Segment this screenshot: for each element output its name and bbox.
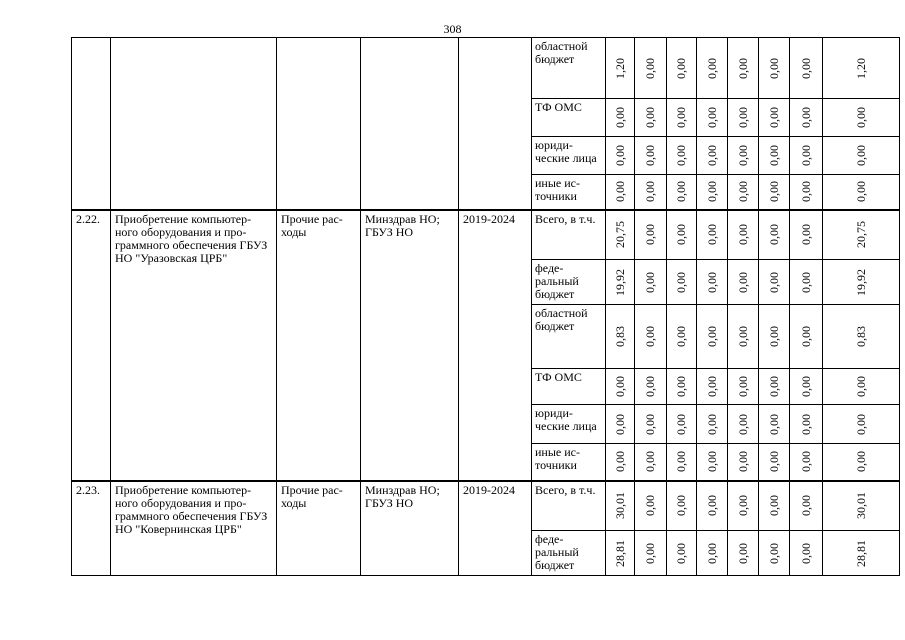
row-index: 2.22. bbox=[72, 210, 111, 481]
amount-value: 0,00 bbox=[704, 57, 719, 79]
amount-value: 0,00 bbox=[704, 451, 719, 473]
amount-cell bbox=[635, 369, 667, 405]
amount-value: 0,00 bbox=[674, 107, 688, 128]
amount-value: 0,00 bbox=[704, 413, 719, 435]
amount-value: 0,00 bbox=[643, 271, 657, 293]
amount-value: 28,81 bbox=[853, 539, 868, 567]
funding-source: юриди-ческие лица bbox=[532, 405, 606, 444]
amount-cell bbox=[823, 369, 900, 405]
amount-value: 28,81 bbox=[612, 539, 627, 567]
amount-value: 0,00 bbox=[643, 326, 657, 347]
amount-cell bbox=[728, 444, 759, 481]
amount-value: 0,00 bbox=[612, 451, 627, 473]
amount-cell bbox=[790, 137, 823, 175]
amount-value: 0,00 bbox=[643, 57, 657, 79]
amount-cell bbox=[790, 305, 823, 369]
period: 2019-2024 bbox=[459, 210, 532, 481]
funding-source: областной бюджет bbox=[532, 305, 606, 369]
amount-value: 0,00 bbox=[798, 181, 813, 203]
amount-cell bbox=[790, 369, 823, 405]
amount-cell bbox=[606, 444, 635, 481]
amount-value: 1,20 bbox=[853, 57, 868, 79]
amount-value: 0,00 bbox=[766, 57, 781, 79]
amount-value: 0,00 bbox=[735, 495, 750, 517]
amount-cell bbox=[667, 260, 697, 305]
budget-table bbox=[71, 37, 900, 576]
amount-value: 0,00 bbox=[643, 495, 657, 517]
amount-value: 0,00 bbox=[853, 107, 868, 128]
amount-cell bbox=[759, 210, 790, 260]
amount-cell bbox=[635, 99, 667, 137]
amount-cell bbox=[697, 38, 728, 99]
executor: Минздрав НО; ГБУЗ НО bbox=[361, 481, 459, 576]
amount-value: 0,00 bbox=[674, 542, 688, 564]
amount-cell bbox=[790, 260, 823, 305]
amount-cell bbox=[728, 481, 759, 531]
amount-cell bbox=[790, 405, 823, 444]
amount-cell bbox=[606, 38, 635, 99]
amount-value: 0,00 bbox=[674, 451, 688, 473]
amount-value: 0,00 bbox=[766, 271, 781, 293]
amount-value: 0,83 bbox=[612, 326, 627, 347]
amount-value: 0,00 bbox=[798, 107, 813, 128]
period: 2019-2024 bbox=[459, 481, 532, 576]
amount-value: 0,00 bbox=[798, 326, 813, 347]
amount-cell bbox=[606, 137, 635, 175]
amount-cell bbox=[606, 369, 635, 405]
amount-cell bbox=[728, 260, 759, 305]
amount-value: 0,00 bbox=[735, 413, 750, 435]
amount-value: 20,75 bbox=[612, 221, 627, 249]
amount-cell bbox=[606, 531, 635, 576]
amount-cell bbox=[697, 137, 728, 175]
amount-cell bbox=[823, 531, 900, 576]
amount-value: 0,00 bbox=[798, 376, 813, 397]
amount-value: 0,00 bbox=[704, 181, 719, 203]
amount-cell bbox=[759, 305, 790, 369]
amount-cell bbox=[635, 444, 667, 481]
amount-cell bbox=[728, 137, 759, 175]
amount-value: 0,00 bbox=[798, 413, 813, 435]
amount-cell bbox=[790, 175, 823, 210]
amount-value: 0,00 bbox=[766, 376, 781, 397]
amount-value: 0,00 bbox=[612, 107, 627, 128]
amount-value: 19,92 bbox=[853, 268, 868, 296]
amount-value: 0,00 bbox=[798, 57, 813, 79]
amount-value: 0,00 bbox=[735, 57, 750, 79]
amount-value: 0,00 bbox=[643, 224, 657, 246]
executor bbox=[361, 38, 459, 210]
amount-cell bbox=[823, 210, 900, 260]
amount-value: 0,00 bbox=[643, 451, 657, 473]
amount-value: 0,00 bbox=[735, 542, 750, 564]
amount-cell bbox=[759, 38, 790, 99]
amount-value: 0,00 bbox=[674, 224, 688, 246]
amount-value: 0,00 bbox=[766, 326, 781, 347]
measure-name: Приобретение компьютер-ного оборудования и про-граммного обеспечения ГБУЗ НО "Ковернинская ЦРБ" bbox=[111, 481, 277, 576]
amount-cell bbox=[697, 481, 728, 531]
amount-cell bbox=[667, 175, 697, 210]
amount-cell bbox=[635, 137, 667, 175]
amount-value: 0,00 bbox=[735, 376, 750, 397]
amount-value: 0,00 bbox=[735, 271, 750, 293]
amount-cell bbox=[823, 137, 900, 175]
amount-value: 30,01 bbox=[612, 492, 627, 520]
amount-cell bbox=[823, 175, 900, 210]
amount-cell bbox=[606, 481, 635, 531]
amount-cell bbox=[823, 38, 900, 99]
amount-value: 0,00 bbox=[612, 376, 627, 397]
amount-cell bbox=[697, 369, 728, 405]
amount-value: 0,00 bbox=[674, 413, 688, 435]
amount-value: 0,00 bbox=[735, 224, 750, 246]
amount-cell bbox=[823, 481, 900, 531]
amount-value: 0,00 bbox=[674, 181, 688, 203]
amount-cell bbox=[759, 99, 790, 137]
amount-cell bbox=[697, 405, 728, 444]
funding-source: ТФ ОМС bbox=[532, 99, 606, 137]
expense-category: Прочие рас-ходы bbox=[277, 210, 361, 481]
amount-cell bbox=[823, 444, 900, 481]
amount-value: 19,92 bbox=[612, 268, 627, 296]
amount-value: 0,00 bbox=[853, 181, 868, 203]
funding-source: феде-ральный бюджет bbox=[532, 531, 606, 576]
amount-value: 0,00 bbox=[704, 542, 719, 564]
amount-value: 0,00 bbox=[766, 107, 781, 128]
amount-cell bbox=[606, 260, 635, 305]
amount-value: 0,00 bbox=[704, 376, 719, 397]
amount-cell bbox=[635, 531, 667, 576]
measure-name bbox=[111, 38, 277, 210]
amount-cell bbox=[606, 99, 635, 137]
amount-value: 0,00 bbox=[766, 145, 781, 166]
amount-cell bbox=[697, 444, 728, 481]
amount-value: 0,00 bbox=[674, 326, 688, 347]
amount-cell bbox=[697, 531, 728, 576]
amount-cell bbox=[606, 405, 635, 444]
amount-value: 20,75 bbox=[853, 221, 868, 249]
funding-source: юриди-ческие лица bbox=[532, 137, 606, 175]
amount-value: 0,00 bbox=[674, 271, 688, 293]
amount-value: 0,00 bbox=[766, 451, 781, 473]
amount-cell bbox=[728, 405, 759, 444]
table-row bbox=[72, 38, 900, 99]
amount-cell bbox=[667, 531, 697, 576]
amount-cell bbox=[728, 99, 759, 137]
amount-value: 0,00 bbox=[853, 413, 868, 435]
amount-cell bbox=[790, 99, 823, 137]
amount-value: 0,00 bbox=[798, 542, 813, 564]
amount-value: 0,00 bbox=[735, 451, 750, 473]
executor: Минздрав НО; ГБУЗ НО bbox=[361, 210, 459, 481]
amount-cell bbox=[823, 405, 900, 444]
amount-cell bbox=[667, 38, 697, 99]
amount-value: 0,00 bbox=[612, 413, 627, 435]
amount-cell bbox=[728, 531, 759, 576]
amount-value: 0,00 bbox=[735, 181, 750, 203]
amount-value: 0,00 bbox=[704, 145, 719, 166]
amount-value: 0,00 bbox=[674, 495, 688, 517]
amount-cell bbox=[790, 531, 823, 576]
amount-value: 0,00 bbox=[853, 376, 868, 397]
funding-source: иные ис-точники bbox=[532, 175, 606, 210]
table-row bbox=[72, 481, 900, 531]
funding-source: Всего, в т.ч. bbox=[532, 210, 606, 260]
amount-value: 0,00 bbox=[853, 451, 868, 473]
expense-category: Прочие рас-ходы bbox=[277, 481, 361, 576]
amount-cell bbox=[667, 99, 697, 137]
amount-value: 0,00 bbox=[643, 107, 657, 128]
amount-cell bbox=[823, 260, 900, 305]
amount-cell bbox=[728, 369, 759, 405]
amount-value: 0,00 bbox=[735, 107, 750, 128]
period bbox=[459, 38, 532, 210]
amount-value: 0,00 bbox=[674, 145, 688, 166]
amount-cell bbox=[728, 38, 759, 99]
amount-cell bbox=[697, 99, 728, 137]
amount-cell bbox=[759, 444, 790, 481]
amount-cell bbox=[635, 260, 667, 305]
amount-cell bbox=[667, 405, 697, 444]
amount-value: 0,00 bbox=[766, 495, 781, 517]
amount-cell bbox=[790, 38, 823, 99]
funding-source: Всего, в т.ч. bbox=[532, 481, 606, 531]
amount-cell bbox=[635, 38, 667, 99]
amount-cell bbox=[635, 175, 667, 210]
amount-value: 1,20 bbox=[612, 57, 627, 79]
amount-cell bbox=[635, 405, 667, 444]
amount-cell bbox=[697, 260, 728, 305]
amount-value: 0,00 bbox=[704, 271, 719, 293]
amount-value: 30,01 bbox=[853, 492, 868, 520]
amount-cell bbox=[759, 137, 790, 175]
amount-value: 0,00 bbox=[798, 224, 813, 246]
amount-value: 0,00 bbox=[643, 181, 657, 203]
amount-cell bbox=[697, 305, 728, 369]
amount-cell bbox=[667, 444, 697, 481]
amount-value: 0,00 bbox=[766, 181, 781, 203]
amount-value: 0,00 bbox=[704, 224, 719, 246]
page-number: 308 bbox=[443, 22, 462, 36]
row-index bbox=[72, 38, 111, 210]
amount-value: 0,00 bbox=[612, 145, 627, 166]
amount-value: 0,00 bbox=[612, 181, 627, 203]
amount-cell bbox=[667, 137, 697, 175]
amount-value: 0,00 bbox=[735, 326, 750, 347]
amount-value: 0,00 bbox=[674, 376, 688, 397]
amount-value: 0,00 bbox=[798, 451, 813, 473]
table-row bbox=[72, 210, 900, 260]
amount-cell bbox=[606, 210, 635, 260]
amount-cell bbox=[728, 210, 759, 260]
funding-source: феде-ральный бюджет bbox=[532, 260, 606, 305]
amount-value: 0,00 bbox=[643, 376, 657, 397]
amount-value: 0,83 bbox=[853, 326, 868, 347]
amount-value: 0,00 bbox=[704, 107, 719, 128]
amount-cell bbox=[759, 369, 790, 405]
amount-cell bbox=[823, 305, 900, 369]
amount-cell bbox=[667, 210, 697, 260]
expense-category bbox=[277, 38, 361, 210]
amount-cell bbox=[667, 481, 697, 531]
amount-cell bbox=[697, 210, 728, 260]
amount-cell bbox=[728, 175, 759, 210]
amount-value: 0,00 bbox=[766, 224, 781, 246]
amount-value: 0,00 bbox=[798, 145, 813, 166]
amount-cell bbox=[790, 444, 823, 481]
amount-cell bbox=[728, 305, 759, 369]
amount-cell bbox=[759, 405, 790, 444]
amount-value: 0,00 bbox=[704, 326, 719, 347]
amount-value: 0,00 bbox=[674, 57, 688, 79]
amount-cell bbox=[759, 175, 790, 210]
amount-value: 0,00 bbox=[853, 145, 868, 166]
amount-cell bbox=[667, 305, 697, 369]
amount-cell bbox=[759, 260, 790, 305]
amount-cell bbox=[790, 481, 823, 531]
amount-value: 0,00 bbox=[798, 271, 813, 293]
funding-source: иные ис-точники bbox=[532, 444, 606, 481]
amount-cell bbox=[635, 481, 667, 531]
amount-cell bbox=[667, 369, 697, 405]
amount-cell bbox=[606, 305, 635, 369]
amount-value: 0,00 bbox=[735, 145, 750, 166]
amount-cell bbox=[697, 175, 728, 210]
amount-value: 0,00 bbox=[798, 495, 813, 517]
amount-cell bbox=[790, 210, 823, 260]
amount-value: 0,00 bbox=[643, 542, 657, 564]
row-index: 2.23. bbox=[72, 481, 111, 576]
amount-cell bbox=[759, 531, 790, 576]
amount-cell bbox=[606, 175, 635, 210]
amount-value: 0,00 bbox=[766, 413, 781, 435]
amount-value: 0,00 bbox=[643, 413, 657, 435]
amount-value: 0,00 bbox=[766, 542, 781, 564]
amount-value: 0,00 bbox=[704, 495, 719, 517]
amount-cell bbox=[635, 210, 667, 260]
measure-name: Приобретение компьютер-ного оборудования и про-граммного обеспечения ГБУЗ НО "Уразовская ЦРБ" bbox=[111, 210, 277, 481]
amount-value: 0,00 bbox=[643, 145, 657, 166]
amount-cell bbox=[635, 305, 667, 369]
amount-cell bbox=[759, 481, 790, 531]
funding-source: областной бюджет bbox=[532, 38, 606, 99]
funding-source: ТФ ОМС bbox=[532, 369, 606, 405]
amount-cell bbox=[823, 99, 900, 137]
